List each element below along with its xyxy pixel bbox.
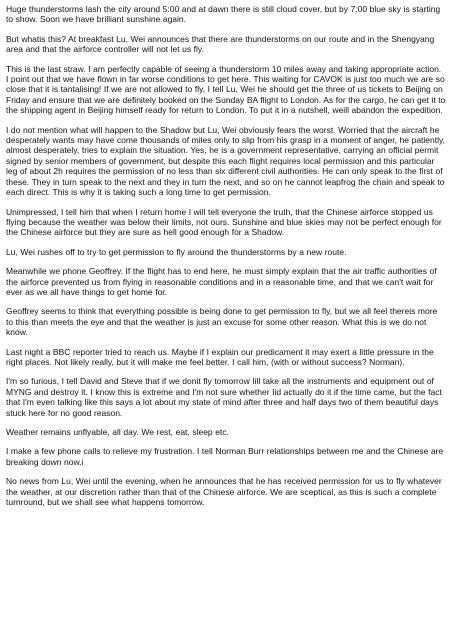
paragraph-2: But whatis this? At breakfast Lu, Wei announces that there are thunderstorms on our route and in the Shengyang area and that the airforce controller will not let us fly. [6,33,435,55]
paragraph-3: This is the last straw. I am perfectly capable of seeing a thunderstorm 10 miles away and taking appropriate action. I point out that we have flown in far worse conditions to get here. This waiting for CAVOK is just too much we are so close that it is tantalising! If we are not allowed to fly, I tell Lu, Wei he should get the three of us tickets to Beijing on Friday and ensure that we are definitely booked on the Sunday BA flight to London. As for the cargo, he can get it to the shipping agent in Beijing himself ready for return to London. To put it in a nutshell, weill abandon the expedition. [6,63,446,116]
paragraph-7: Meanwhile we phone Geoffrey. If the flight has to end here, he must simply explain that the air traffic authorities of the airforce prevented us from flying in reasonable conditions and in a reasonable time, and that we can't wait for ever as we all have things to get home for. [6,266,437,297]
paragraph-11: Weather remains unflyable, all day. We rest, eat, sleep etc. [6,427,229,437]
paragraph-13: No news from Lu, Wei until the evening, when he announces that he has received permission for us to fly whatever the weather, at our discretion rather than that of the Chinese airforce. We are sceptical, as this is such a complete turnround, but we shall see what happens tomorrow. [6,476,442,508]
paragraph-12: I make a few phone calls to relieve my frustration. I tell Norman Burr relationships between me and the Chinese are breaking down now.i [6,446,444,467]
paragraph-8: Geoffrey seems to think that everything possible is being done to get permission to fly, but we all feel thereis more to this than meets the eye and that the weather is just an excuse for some other reason. What this is we do not know. [6,306,438,338]
paragraph-6: Lu, Wei rushes off to try to get permission to fly around the thunderstorms by a new route. [6,246,347,257]
paragraph-10: I'm so furious, I tell David and Steve that if we donit fly tomorrow Iill take all the instruments and equipment out of MYNG and destroy it. I know this is extreme and I'm not sure whether Iid actually do it if the time came, but the fact that I'm even talking like this says a lot about my state of mind after three and half days two of them beautiful days stuck here for no good reason. [6,376,442,418]
document-page [6,4,446,516]
paragraph-1: Huge thunderstorms lash the city around 5:00 and at dawn there is still cloud cover, but by 7:00 blue sky is starting to show. Soon we have brilliant sunshine again. [6,4,441,25]
paragraph-4: I do not mention what will happen to the Shadow but Lu, Wei obviously fears the worst. Worried that the aircraft he desperately wants may have come thousands of miles only to slip from his grasp in a moment of anger, he patiently, almost desperately, tries to explain the situation. Yes, he is a government representative, carrying an official permit signed by senior members of government, but despite this each flight requires local permission and this particular leg of about 2h requires the permission of no less than six different civil authorities. He can only speak to the first of these. They in turn speak to the next and they in turn the next, and so on he cannot leapfrog the chain and speak to each direct. This is why it is taking such a long time to get permission. [6,124,445,198]
paragraph-5: Unimpressed, I tell him that when I return home I will tell everyone the truth, that the Chinese airforce stopped us flying because the weather was below their limits, not ours. Sunshine and blue skies may not be perfect enough for the Chinese airforce but they are sure as hell good enough for a Shadow. [6,206,442,238]
paragraph-9: Last night a BBC reporter tried to reach us. Maybe if I explain our predicament it may exert a little pressure in the right places. Not likely really, but it will make me feel better. I call him, (with or without success? Norman). [6,346,434,367]
